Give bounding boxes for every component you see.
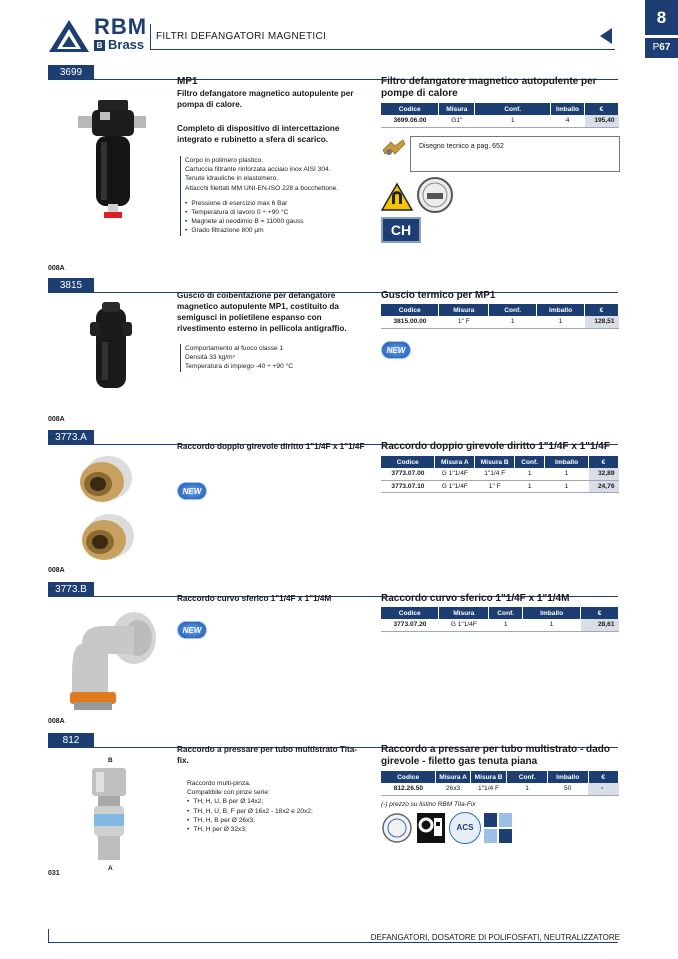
cell-code: 812.26.50 [381, 783, 436, 795]
table-title-3699: Filtro defangatore magnetico autopulente per pompe di calore [381, 76, 597, 99]
product-desc2-3699: Completo di dispositivo di intercettazione integrato e rubinetto a sfera di scarico. [177, 124, 340, 144]
cell-size: G 1"1/4F [439, 619, 489, 631]
double-swivel-fitting-image [72, 452, 138, 568]
back-arrow-icon[interactable] [600, 28, 612, 44]
col-header: € [589, 456, 619, 468]
col-header: € [585, 103, 619, 115]
label-a: A [108, 865, 113, 872]
table-title-812: Raccordo a pressare per tubo multistrato - dado girevole - filetto gas tenuta piana [381, 744, 610, 767]
quality-seal-icon [381, 812, 413, 844]
col-header: Codice [381, 103, 439, 115]
cell-conf: 1 [489, 316, 537, 328]
chapter-number: 8 [645, 0, 678, 35]
cell-conf: 1 [507, 783, 548, 795]
col-header: Codice [381, 607, 439, 619]
price-table-3773a [381, 456, 619, 493]
price-note: (-) prezzo su listino RBM Tita-Fix [381, 801, 476, 808]
table-row [381, 115, 619, 127]
spec-list-3699 [180, 156, 375, 236]
catalog-code: 008A [48, 718, 65, 725]
label-b: B [108, 757, 113, 764]
spec-list-3815 [180, 344, 375, 372]
table-row [381, 783, 619, 795]
table-row [381, 468, 619, 480]
col-header: Imballo [523, 607, 581, 619]
col-header: Imballo [551, 103, 585, 115]
cell-code: 3773.07.00 [381, 468, 435, 480]
thermal-shell-image [88, 300, 134, 392]
section-code-3773a: 3773.A [48, 430, 94, 445]
spec-bullet: • TH, H, U, B per Ø 14x2; [187, 797, 375, 806]
price-table-3815 [381, 304, 619, 329]
product-desc-3773a: Raccordo doppio girevole diritto 1"1/4F x 1"1/4F [177, 442, 365, 451]
spec-line: Tenute idrauliche in elastomero. [185, 175, 279, 183]
section-code-3699: 3699 [48, 65, 94, 80]
col-header: Conf. [489, 304, 537, 316]
cell-pack: 1 [523, 619, 581, 631]
technical-drawing-note: Disegno tecnico a pag. 652 [410, 136, 620, 172]
header-divider [150, 24, 151, 50]
product-title-mp1: MP1 [177, 76, 198, 87]
magnet-warning-icon [381, 182, 413, 212]
col-header: Codice [381, 456, 435, 468]
cell-pack: 1 [545, 480, 589, 492]
mp1-filter-image [74, 98, 150, 222]
spec-bullet: • Pressione di esercizio max 6 Bar [185, 199, 375, 208]
cell-price: 128,51 [585, 316, 619, 328]
cell-price: 195,40 [585, 115, 619, 127]
col-header: Misura [439, 607, 489, 619]
cell-size-b: 1"1/4 F [470, 783, 507, 795]
cell-size-b: 1" F [475, 480, 515, 492]
cell-conf: 1 [515, 468, 545, 480]
section-code-3773b: 3773.B [48, 582, 94, 597]
col-header: Conf. [507, 771, 548, 783]
header-rule [150, 49, 615, 50]
spec-bullet: • TH, H per Ø 32x3; [187, 825, 375, 834]
curved-ball-fitting-image [64, 604, 160, 716]
cell-size-b: 1"1/4 F [475, 468, 515, 480]
col-header: Imballo [547, 771, 588, 783]
col-header: Conf. [475, 103, 551, 115]
col-header: € [588, 771, 618, 783]
spec-line: Compatibile con pinze serie: [187, 789, 270, 797]
spec-bullet: • Grado filtrazione 800 μm [185, 226, 375, 235]
col-header: Misura B [475, 456, 515, 468]
col-header: Imballo [537, 304, 585, 316]
cell-code: 3773.07.20 [381, 619, 439, 631]
press-fitting-image [84, 766, 134, 862]
cell-size: G1" [439, 115, 475, 127]
col-header: Conf. [515, 456, 545, 468]
table-row [381, 480, 619, 492]
product-desc-3773b: Raccordo curvo sferico 1"1/4F x 1"1/4M [177, 594, 332, 603]
footer-rule [48, 942, 618, 943]
cell-code: 3699.06.00 [381, 115, 439, 127]
footer-divider [48, 929, 49, 943]
installation-seal-icon [416, 176, 454, 214]
cell-pack: 1 [545, 468, 589, 480]
spec-bullet: • TH, H, B per Ø 26x3; [187, 816, 375, 825]
col-header: Misura A [436, 771, 471, 783]
table-title-3815: Guscio termico per MP1 [381, 290, 496, 301]
new-badge: NEW [381, 341, 411, 359]
catalog-code: 008A [48, 567, 65, 574]
spec-bullet: • Magnete al neodimio B = 11000 gauss [185, 217, 375, 226]
col-header: Misura [439, 103, 475, 115]
table-title-3773b: Raccordo curvo sferico 1"1/4F x 1"1/4M [381, 593, 570, 604]
cell-code: 3815.00.00 [381, 316, 439, 328]
catalog-code: 031 [48, 870, 60, 877]
col-header: € [585, 304, 619, 316]
spec-line: Comportamento al fuoco classe 1 [185, 345, 284, 352]
spec-line: Raccordo multi-pinza. [187, 780, 251, 787]
cell-size-a: G 1"1/4F [435, 480, 475, 492]
rbm-logo-icon [48, 19, 90, 53]
cell-pack: 4 [551, 115, 585, 127]
logo-rbm-text: RBM [94, 14, 148, 39]
qb-certification-icon [416, 812, 446, 844]
spec-line: Attacchi filettati MM UNI-EN-ISO 228 a bocchettone. [185, 184, 339, 192]
cell-pack: 50 [547, 783, 588, 795]
logo-brass-mark: B [94, 40, 105, 51]
page-number: P67 [645, 38, 678, 58]
footer-section-title: DEFANGATORI, DOSATORE DI POLIFOSFATI, NEUTRALIZZATORE [370, 933, 620, 942]
spec-line: Temperatura di impiego -40 ÷ +90 °C [185, 363, 293, 371]
table-row [381, 619, 619, 631]
new-badge: NEW [177, 482, 207, 500]
table-row [381, 316, 619, 328]
cell-price: 32,89 [589, 468, 619, 480]
acs-certification-icon: ACS [449, 812, 481, 844]
table-title-3773a: Raccordo doppio girevole diritto 1"1/4F x 1"1/4F [381, 441, 610, 452]
price-table-3773b [381, 607, 619, 632]
grid-certification-icon [483, 812, 513, 844]
ch-certification-icon: CH [381, 217, 421, 243]
col-header: Imballo [545, 456, 589, 468]
spec-bullet: • TH, H, U, B, F per Ø 16x2 - 18x2 e 20x2; [187, 807, 375, 816]
cell-price: 24,76 [589, 480, 619, 492]
new-badge: NEW [177, 621, 207, 639]
col-header: Misura A [435, 456, 475, 468]
section-code-3815: 3815 [48, 278, 94, 293]
col-header: € [581, 607, 619, 619]
cell-price: 28,61 [581, 619, 619, 631]
cell-conf: 1 [515, 480, 545, 492]
spec-line: Corpo in polimero plastico. [185, 157, 264, 164]
catalog-code: 008A [48, 265, 65, 272]
catalog-code: 008A [48, 416, 65, 423]
cell-size-a: G 1"1/4F [435, 468, 475, 480]
cell-conf: 1 [475, 115, 551, 127]
product-desc-812: Raccordo a pressare per tubo multistrato Tita-fix. [177, 745, 358, 765]
col-header: Codice [381, 304, 439, 316]
col-header: Codice [381, 771, 436, 783]
product-desc-3815: Guscio di coibentazione per defangatore magnetico autopulente MP1, costituito da semigusci in polietilene espanso con rivestimento esterno in pellicola antigraffio. [177, 291, 347, 333]
product-desc-3699: Filtro defangatore magnetico autopulente per pompa di calore. [177, 89, 354, 109]
col-header: Misura [439, 304, 489, 316]
cell-size-a: 26x3 [436, 783, 471, 795]
col-header: Misura B [470, 771, 507, 783]
page-title: FILTRI DEFANGATORI MAGNETICI [156, 31, 327, 42]
spec-line: Densità 33 kg/m³ [185, 354, 235, 362]
cell-price: - [588, 783, 618, 795]
spec-list-812 [180, 779, 375, 834]
spec-line: Cartuccia filtrante rinforzata acciaio inox AISI 304. [185, 166, 331, 174]
logo-brass-text: Brass [108, 37, 145, 52]
spec-bullet: • Temperatura di lavoro 0 ÷ +90 °C [185, 208, 375, 217]
section-code-812: 812 [48, 733, 94, 748]
cell-size: 1" F [439, 316, 489, 328]
price-table-812 [381, 771, 619, 796]
price-table-3699 [381, 103, 619, 128]
cell-code: 3773.07.10 [381, 480, 435, 492]
technical-drawing-icon [381, 136, 407, 158]
cell-conf: 1 [489, 619, 523, 631]
col-header: Conf. [489, 607, 523, 619]
cell-pack: 1 [537, 316, 585, 328]
